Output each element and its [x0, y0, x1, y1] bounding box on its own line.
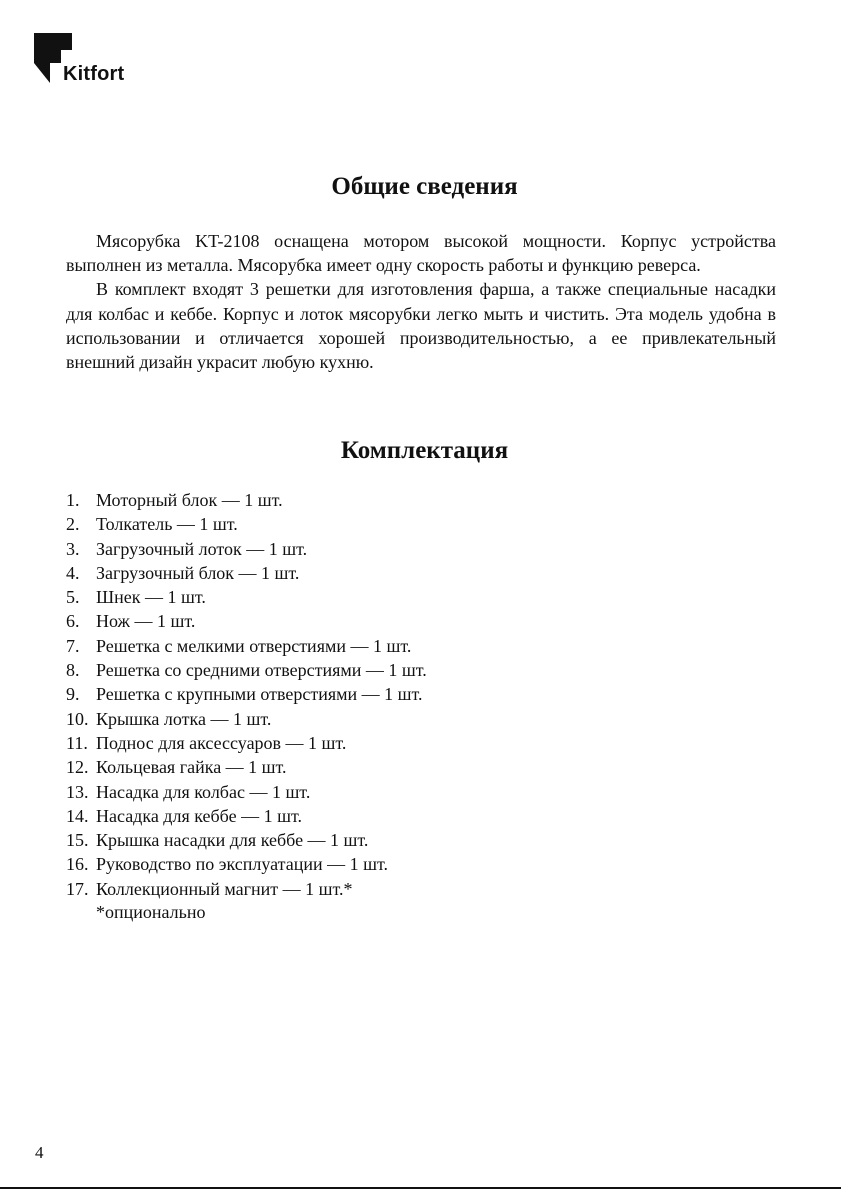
list-item [66, 585, 766, 609]
list-item-number: 8. [66, 660, 80, 681]
list-item-text: Решетка с мелкими отверстиями — 1 шт. [96, 635, 412, 656]
list-item-text: Насадка для кеббе — 1 шт. [96, 805, 302, 826]
list-item-text: Поднос для аксессуаров — 1 шт. [96, 732, 347, 753]
list-item-text: Руководство по эксплуатации — 1 шт. [96, 854, 388, 875]
list-item-text: Загрузочный блок — 1 шт. [96, 562, 300, 583]
list-item-number: 6. [66, 611, 80, 632]
paragraph: Мясорубка KT-2108 оснащена мотором высокой мощности. Корпус устройства выполнен из металла. Мясорубка имеет одну скорость работы и функцию реверса. [66, 231, 776, 276]
list-item [66, 537, 766, 561]
list-item [66, 609, 766, 633]
list-item-number: 16. [66, 854, 89, 875]
list-item-text: Кольцевая гайка — 1 шт. [96, 757, 287, 778]
list-item-number: 13. [66, 781, 89, 802]
list-item-number: 5. [66, 587, 80, 608]
list-item [66, 634, 766, 658]
list-item-text: Крышка насадки для кеббе — 1 шт. [96, 830, 369, 851]
list-item-text: Коллекционный магнит — 1 шт.* [96, 878, 353, 899]
list-item-text: Насадка для колбас — 1 шт. [96, 781, 311, 802]
list-item [66, 755, 766, 779]
list-item-number: 1. [66, 490, 80, 510]
list-item-number: 12. [66, 757, 89, 778]
list-item [66, 682, 766, 706]
brand-name: Kitfort [63, 63, 125, 85]
list-item [66, 561, 766, 585]
list-item-text: Решетка со средними отверстиями — 1 шт. [96, 660, 427, 681]
list-item-text: Загрузочный лоток — 1 шт. [96, 538, 308, 559]
kit-list [66, 488, 766, 901]
page-number: 4 [35, 1143, 44, 1162]
list-item-number: 2. [66, 514, 80, 535]
list-item [66, 731, 766, 755]
list-item-text: Толкатель — 1 шт. [96, 514, 238, 535]
list-item-number: 15. [66, 830, 89, 851]
list-item-text: Шнек — 1 шт. [96, 587, 206, 608]
list-item [66, 828, 766, 852]
list-item-text: Крышка лотка — 1 шт. [96, 708, 272, 729]
list-item [66, 512, 766, 536]
kit-note: *опционально [96, 902, 206, 922]
list-item [66, 852, 766, 876]
list-item-number: 11. [66, 732, 88, 753]
list-item-text: Нож — 1 шт. [96, 611, 196, 632]
general-info-text [66, 229, 776, 374]
list-item [66, 877, 766, 901]
list-item-number: 9. [66, 684, 80, 705]
list-item-number: 3. [66, 538, 80, 559]
list-item [66, 658, 766, 682]
list-item [66, 804, 766, 828]
list-item-number: 10. [66, 708, 89, 729]
section-title-kit: Комплектация [340, 437, 509, 464]
list-item-number: 14. [66, 805, 89, 826]
list-item-number: 17. [66, 878, 89, 899]
list-item-number: 7. [66, 635, 80, 656]
list-item [66, 707, 766, 731]
list-item-text: Моторный блок — 1 шт. [96, 490, 283, 510]
list-item [66, 780, 766, 804]
paragraph: В комплект входят 3 решетки для изготовления фарша, а также специальные насадки для колбас и кеббе. Корпус и лоток мясорубки легко мыть и чистить. Эта модель удобна в использовании и отличается хорошей производительностью, а ее привлекательный внешний дизайн украсит любую кухню. [66, 279, 776, 373]
list-item [66, 488, 766, 512]
list-item-number: 4. [66, 562, 80, 583]
brand-logo [34, 33, 164, 89]
section-title-general: Общие сведения [331, 173, 518, 200]
list-item-text: Решетка с крупными отверстиями — 1 шт. [96, 684, 423, 705]
